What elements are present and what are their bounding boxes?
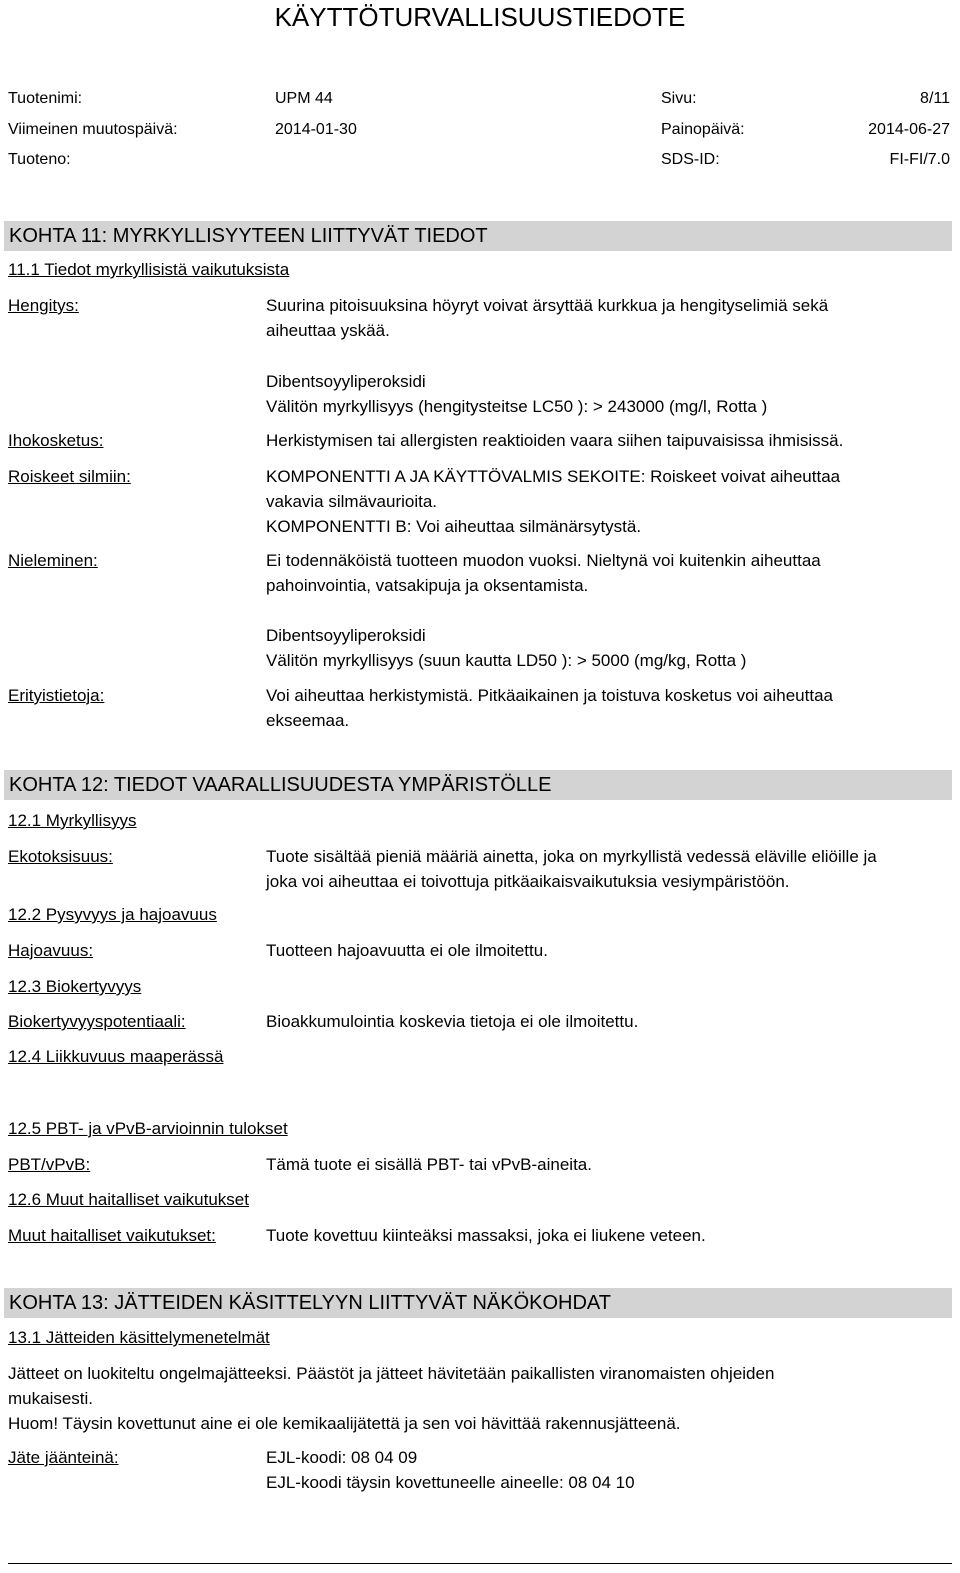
bioaccumulation-text: Bioakkumulointia koskevia tietoja ei ole ilmoitettu. [266, 1012, 639, 1031]
product-name-value: UPM 44 [275, 90, 333, 107]
section-12-title: KOHTA 12: TIEDOT VAARALLISUUDESTA YMPÄRISTÖLLE [9, 774, 552, 796]
special-info-label: Erityistietoja: [8, 686, 105, 705]
skin-contact-label: Ihokosketus: [8, 431, 104, 450]
subsection-12-1: 12.1 Myrkyllisyys [8, 811, 137, 830]
bioaccumulation-label: Biokertyvyyspotentiaali: [8, 1012, 186, 1031]
revised-value: 2014-01-30 [275, 121, 357, 138]
degradability-label: Hajoavuus: [8, 941, 94, 960]
subsection-12-4: 12.4 Liikkuvuus maaperässä [8, 1047, 224, 1066]
section-11-heading [4, 221, 952, 251]
special-info-line-2: ekseemaa. [266, 711, 350, 730]
subsection-12-5: 12.5 PBT- ja vPvB-arvioinnin tulokset [8, 1119, 288, 1138]
waste-paragraph-line-1: Jätteet on luokiteltu ongelmajätteeksi. Päästöt ja jätteet hävitetään paikallisten viranomaisten ohjeiden [8, 1364, 775, 1383]
ingestion-line-2: pahoinvointia, vatsakipuja ja oksentamista. [266, 576, 589, 595]
footer-rule [8, 1563, 952, 1564]
waste-note: Huom! Täysin kovettunut aine ei ole kemikaalijätettä ja sen voi hävittää rakennusjätteenä. [8, 1414, 681, 1433]
other-effects-text: Tuote kovettuu kiinteäksi massaksi, joka ei liukene veteen. [266, 1226, 706, 1245]
eye-contact-line-2: vakavia silmävaurioita. [266, 492, 438, 511]
ecotoxicity-line-1: Tuote sisältää pieniä määriä ainetta, joka on myrkyllistä vedessä eläville eliöille ja [266, 847, 877, 866]
other-effects-label: Muut haitalliset vaikutukset: [8, 1226, 216, 1245]
skin-contact-text: Herkistymisen tai allergisten reaktioiden vaara siihen taipuvaisissa ihmisissä. [266, 431, 844, 450]
waste-paragraph-line-2: mukaisesti. [8, 1389, 94, 1408]
page-value: 8/11 [920, 90, 950, 107]
section-13-heading [4, 1288, 952, 1318]
print-date-value: 2014-06-27 [868, 121, 950, 138]
eye-contact-label: Roiskeet silmiin: [8, 467, 131, 486]
sds-id-value: FI-FI/7.0 [889, 151, 950, 168]
pbt-text: Tämä tuote ei sisällä PBT- tai vPvB-aineita. [266, 1155, 592, 1174]
inhalation-label: Hengitys: [8, 296, 79, 315]
subsection-11-1: 11.1 Tiedot myrkyllisistä vaikutuksista [8, 260, 290, 279]
section-11-title: KOHTA 11: MYRKYLLISYYTEEN LIITTYVÄT TIEDOT [9, 225, 488, 247]
eye-contact-line-3: KOMPONENTTI B: Voi aiheuttaa silmänärsytystä. [266, 517, 642, 536]
ingestion-label: Nieleminen: [8, 551, 98, 570]
ingestion-substance-name: Dibentsoyyliperoksidi [266, 626, 426, 645]
subsection-12-2: 12.2 Pysyvyys ja hajoavuus [8, 905, 217, 924]
section-13-title: KOHTA 13: JÄTTEIDEN KÄSITTELYYN LIITTYVÄT NÄKÖKOHDAT [9, 1292, 611, 1314]
document-title: KÄYTTÖTURVALLISUUSTIEDOTE [274, 2, 686, 32]
page-label: Sivu: [661, 90, 697, 107]
degradability-text: Tuotteen hajoavuutta ei ole ilmoitettu. [266, 941, 548, 960]
product-no-label: Tuoteno: [8, 151, 71, 168]
residue-code-2: EJL-koodi täysin kovettuneelle aineelle: 08 04 10 [266, 1473, 635, 1492]
ingestion-substance-value: Välitön myrkyllisyys (suun kautta LD50 ): > 5000 (mg/kg, Rotta ) [266, 651, 747, 670]
inhalation-line-1: Suurina pitoisuuksina höyryt voivat ärsyttää kurkkua ja hengityselimiä sekä [266, 296, 829, 315]
revised-label: Viimeinen muutospäivä: [8, 121, 178, 138]
print-date-label: Painopäivä: [661, 121, 745, 138]
pbt-label: PBT/vPvB: [8, 1155, 91, 1174]
sds-id-label: SDS-ID: [661, 151, 720, 168]
ecotoxicity-label: Ekotoksisuus: [8, 847, 113, 866]
ingestion-line-1: Ei todennäköistä tuotteen muodon vuoksi. Nieltynä voi kuitenkin aiheuttaa [266, 551, 821, 570]
inhalation-substance-name: Dibentsoyyliperoksidi [266, 372, 426, 391]
special-info-line-1: Voi aiheuttaa herkistymistä. Pitkäaikainen ja toistuva kosketus voi aiheuttaa [266, 686, 833, 705]
subsection-12-6: 12.6 Muut haitalliset vaikutukset [8, 1190, 249, 1209]
residue-code-1: EJL-koodi: 08 04 09 [266, 1448, 418, 1467]
product-name-label: Tuotenimi: [8, 90, 83, 107]
inhalation-substance-value: Välitön myrkyllisyys (hengitysteitse LC50 ): > 243000 (mg/l, Rotta ) [266, 397, 768, 416]
inhalation-line-2: aiheuttaa yskää. [266, 321, 390, 340]
subsection-12-3: 12.3 Biokertyvyys [8, 977, 142, 996]
residue-label: Jäte jäänteinä: [8, 1448, 119, 1467]
section-12-heading [4, 770, 952, 800]
subsection-13-1: 13.1 Jätteiden käsittelymenetelmät [8, 1328, 270, 1347]
eye-contact-line-1: KOMPONENTTI A JA KÄYTTÖVALMIS SEKOITE: Roiskeet voivat aiheuttaa [266, 467, 841, 486]
ecotoxicity-line-2: joka voi aiheuttaa ei toivottuja pitkäaikaisvaikutuksia vesiympäristöön. [266, 872, 790, 891]
